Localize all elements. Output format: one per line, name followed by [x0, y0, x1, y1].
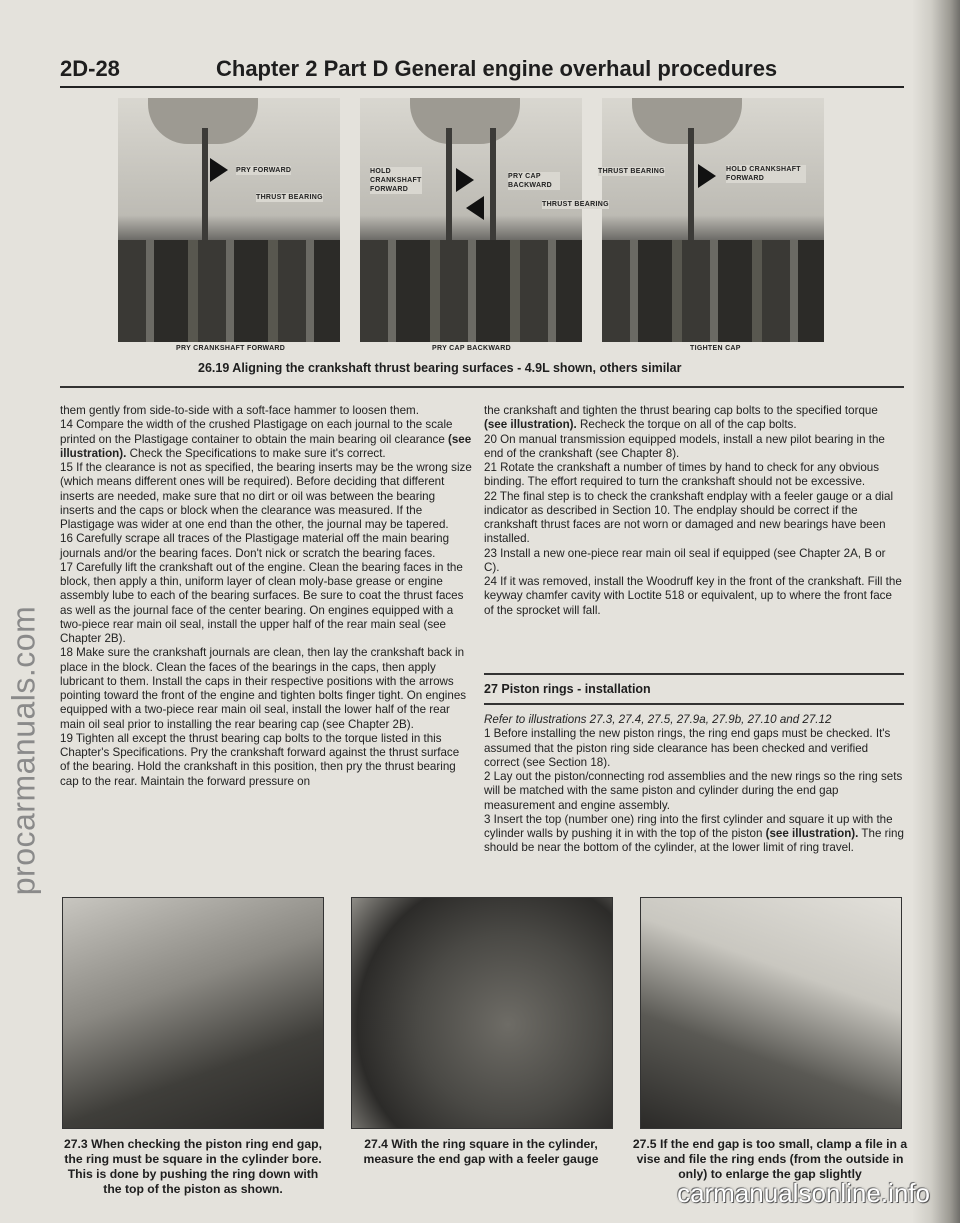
- paragraph-18: 18 Make sure the crankshaft journals are clean, then lay the crankshaft back in place in the block. Clean the faces of the bearings in the caps, then apply lubricant to them. Install the caps in their respective positions with the arrows pointing toward the front of the engine and tighten bolts finger tight. On engines equipped with a two-piece rear main oil seal, install the lower half of the rear main oil seal prior to installing the rear bearing cap (see Chapter 2B).: [60, 646, 467, 731]
- label-thrust-bearing-2: THRUST BEARING: [542, 201, 609, 208]
- arrow-left-icon: [466, 196, 484, 220]
- paragraph-19: 19 Tighten all except the thrust bearing cap bolts to the torque listed in this Chapter's Specifications. Pry the crankshaft forward against the thrust surface of the bearing. Hold the crankshaft in this position, then pry the thrust bearing cap to the rear. Maintain the forward pressure on: [60, 731, 460, 788]
- label-pry-crankshaft-forward: PRY CRANKSHAFT FORWARD: [176, 345, 286, 352]
- caption-27-5: 27.5 If the end gap is too small, clamp a file in a vise and file the ring ends (from the outside in only) to enlarge the gap slightly: [632, 1137, 908, 1181]
- label-tighten-cap: TIGHTEN CAP: [690, 345, 741, 352]
- bottom-watermark: carmanualsonline.info: [677, 1178, 930, 1208]
- section-27-body: [484, 713, 904, 856]
- header-rule: [60, 86, 904, 88]
- photo-tighten-cap: [602, 98, 824, 342]
- binding-shadow: [912, 0, 960, 1223]
- page-header: [60, 52, 904, 88]
- label-thrust-bearing-3: THRUST BEARING: [598, 168, 665, 175]
- paragraph-27-3: 3 Insert the top (number one) ring into the first cylinder and square it up with the cylinder walls by pushing it in with the top of the piston (see illustration). The ring should be near the bottom of the cylinder, at the lower limit of ring travel.: [484, 812, 904, 855]
- paragraph-22: 22 The final step is to check the crankshaft endplay with a feeler gauge or a dial indicator as described in Section 10. The endplay should be correct if the crankshaft thrust faces are not worn or damaged and new bearings have been installed.: [484, 489, 894, 546]
- refer-illustrations: Refer to illustrations 27.3, 27.4, 27.5, 27.9a, 27.9b, 27.10 and 27.12: [484, 713, 832, 726]
- side-watermark-text: procarmanuals.com: [5, 605, 42, 895]
- paragraph-20: 20 On manual transmission equipped models, install a new pilot bearing in the end of the crankshaft (see Chapter 8).: [484, 432, 885, 460]
- figure-caption-26-19: 26.19 Aligning the crankshaft thrust bearing surfaces - 4.9L shown, others similar: [198, 361, 682, 375]
- label-pry-cap-backward: PRY CAP BACKWARD: [508, 172, 560, 190]
- hand-image: [410, 98, 520, 144]
- paragraph-17: 17 Carefully lift the crankshaft out of the engine. Clean the bearing faces in the block, then apply a thin, uniform layer of clean moly-base grease or engine assembly lube to each of the bearing surfaces. Be sure to coat the thrust faces as well as the journal face of the center bearing. On engines equipped with a two-piece rear main oil seal, install the upper half of the rear main seal (see Chapter 2B).: [60, 560, 464, 645]
- photo-pry-cap-backward: [360, 98, 582, 342]
- photo-27-4: [351, 897, 613, 1129]
- arrow-right-icon: [698, 164, 716, 188]
- label-pry-cap-backward-bottom: PRY CAP BACKWARD: [432, 345, 511, 352]
- paragraph-24: 24 If it was removed, install the Woodruff key in the front of the crankshaft. Fill the keyway chamfer cavity with Loctite 518 or equivalent, up to where the front face of the sprocket will fall.: [484, 575, 902, 617]
- section-rule-bottom: [484, 703, 904, 705]
- figure-rule: [60, 386, 904, 388]
- hand-image: [632, 98, 742, 144]
- photo-pry-crankshaft-forward: [118, 98, 340, 342]
- photo-27-5: [640, 897, 902, 1129]
- right-column: [484, 404, 904, 618]
- paragraph-13-cont: them gently from side-to-side with a soft-face hammer to loosen them.: [60, 404, 419, 417]
- page-number: 2D-28: [60, 56, 120, 81]
- arrow-right-icon: [210, 158, 228, 182]
- side-watermark: [2, 500, 46, 1000]
- caption-27-4: 27.4 With the ring square in the cylinder, measure the end gap with a feeler gauge: [363, 1137, 599, 1166]
- paragraph-15: 15 If the clearance is not as specified, the bearing inserts may be the wrong size (which means different ones will be required). Before deciding that different inserts are needed, make sure that no dirt or oil was between the bearing inserts and the caps or block when the clearance was measured. If the Plastigage was wider at one end than the other, the journal may be tapered.: [60, 461, 472, 531]
- left-column: [60, 404, 472, 789]
- paragraph-14: 14 Compare the width of the crushed Plastigage on each journal to the scale printed on the Plastigage container to obtain the main bearing oil clearance (see illustration). Check the Specifications to make sure it's correct.: [60, 418, 472, 460]
- section-rule-top: [484, 673, 904, 675]
- paragraph-27-1: 1 Before installing the new piston rings, the ring end gaps must be checked. It's assumed that the piston ring side clearance has been checked and verified correct (see Section 18).: [484, 727, 891, 769]
- arrow-right-icon: [456, 168, 474, 192]
- paragraph-27-2: 2 Lay out the piston/connecting rod assemblies and the new rings so the ring sets will be matched with the same piston and cylinder during the end gap measurement and engine assembly.: [484, 770, 903, 812]
- paragraph-16: 16 Carefully scrape all traces of the Plastigage material off the main bearing journals and/or the bearing faces. Don't nick or scratch the bearing faces.: [60, 532, 450, 560]
- section-title-27: 27 Piston rings - installation: [484, 682, 651, 696]
- photo-27-3: [62, 897, 324, 1129]
- engine-block-image: [118, 240, 340, 342]
- chapter-title: Chapter 2 Part D General engine overhaul procedures: [216, 56, 778, 81]
- caption-27-3: 27.3 When checking the piston ring end gap, the ring must be square in the cylinder bore. This is done by pushing the ring down with the top of the piston as shown.: [63, 1137, 322, 1196]
- paragraph-23: 23 Install a new one-piece rear main oil seal if equipped (see Chapter 2A, B or C).: [484, 546, 886, 574]
- engine-block-image: [602, 240, 824, 342]
- label-hold-crankshaft-forward-2: HOLD CRANKSHAFT FORWARD: [726, 165, 806, 183]
- engine-block-image: [360, 240, 582, 342]
- label-pry-forward: PRY FORWARD: [236, 167, 292, 174]
- paragraph-21: 21 Rotate the crankshaft a number of times by hand to check for any obvious binding. The effort required to turn the crankshaft should not be excessive.: [484, 461, 880, 489]
- paragraph-19-cont: the crankshaft and tighten the thrust bearing cap bolts to the specified torque (see illustration). Recheck the torque on all of the cap bolts.: [484, 404, 878, 432]
- label-thrust-bearing-1: THRUST BEARING: [256, 194, 323, 201]
- label-hold-crankshaft-forward-1: HOLD CRANKSHAFT FORWARD: [370, 168, 422, 193]
